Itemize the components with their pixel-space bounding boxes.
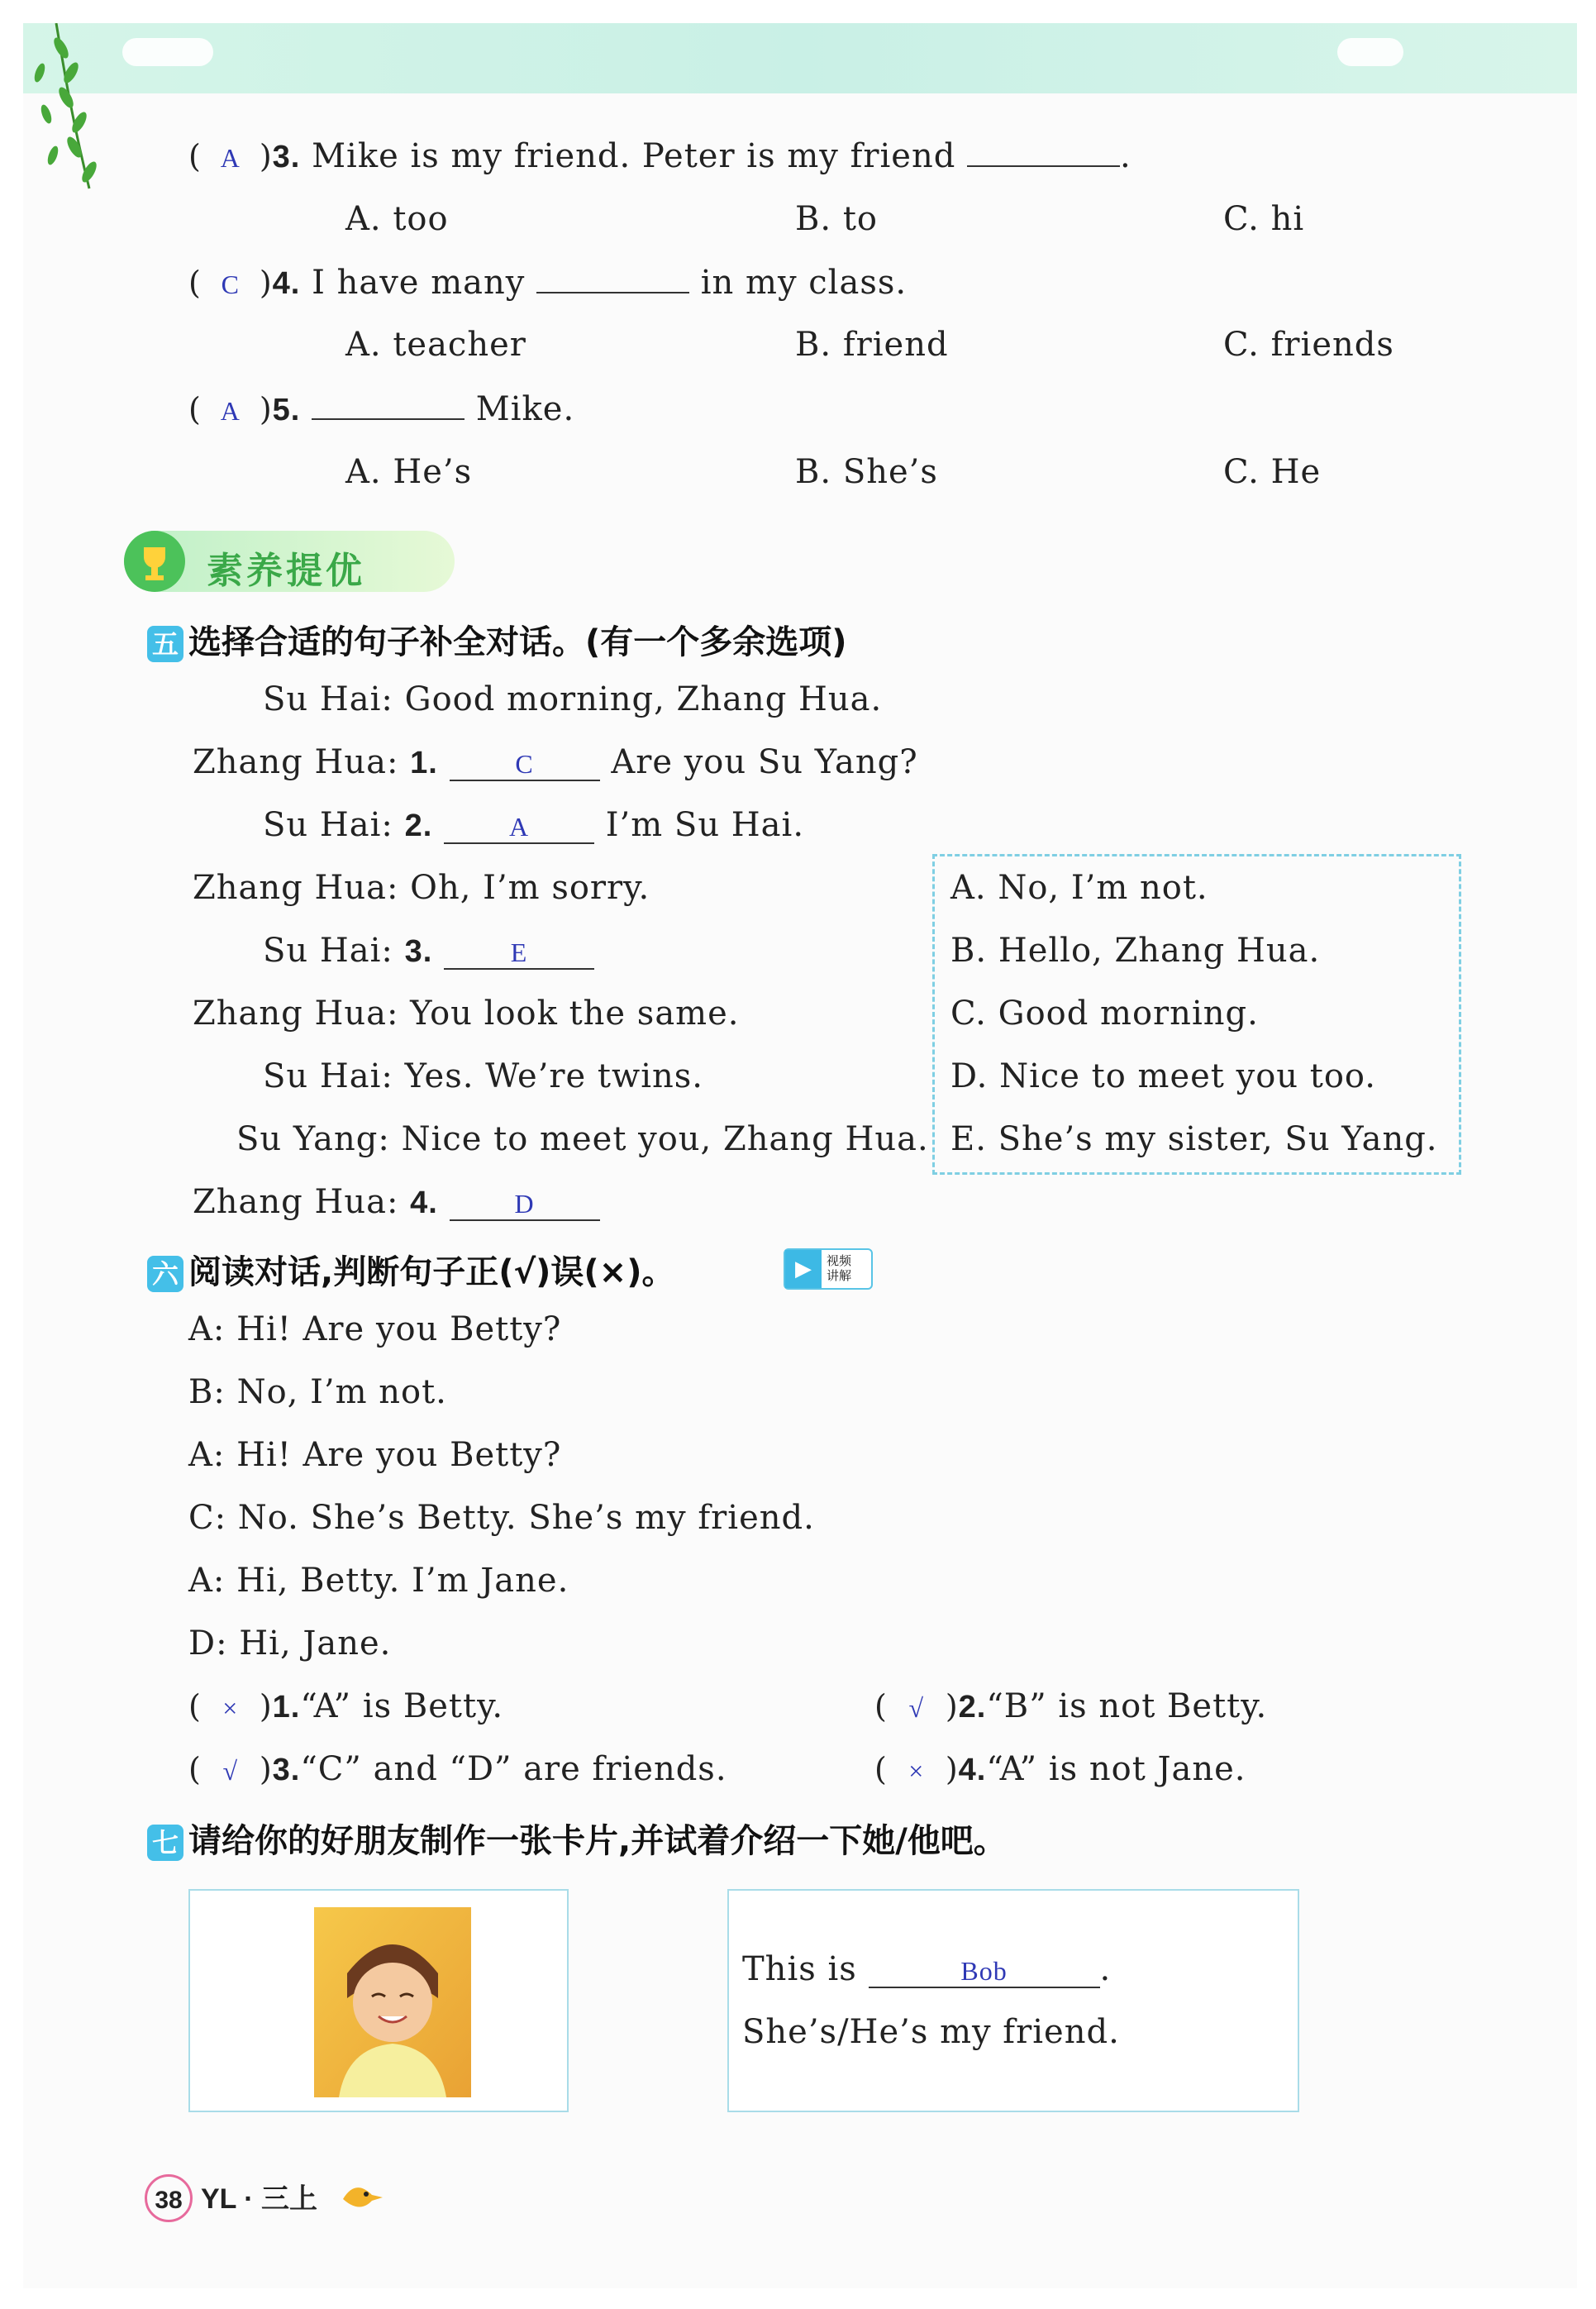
section-number-badge: 五 bbox=[147, 626, 183, 662]
question-5: ( A )5. Mike. bbox=[188, 390, 575, 428]
option-c: C. He bbox=[1223, 453, 1322, 491]
answer-mark: A bbox=[220, 396, 241, 426]
judgement-2: ( √ )2.“B” is not Betty. bbox=[874, 1687, 1268, 1725]
section-7-heading: 七 请给你的好朋友制作一张卡片,并试着介绍一下她/他吧。 bbox=[147, 1815, 1007, 1862]
option-a: A. teacher bbox=[345, 326, 526, 364]
dialogue-line: A: Hi! Are you Betty? bbox=[188, 1310, 562, 1348]
section-number-badge: 七 bbox=[147, 1825, 183, 1861]
dialogue-line: B: No, I’m not. bbox=[188, 1373, 447, 1411]
series-label: YL · 三上 bbox=[201, 2183, 318, 2215]
dialogue-line: Su Hai: 3. E bbox=[263, 932, 594, 970]
page-footer bbox=[145, 2174, 317, 2222]
answer-mark: A bbox=[220, 143, 241, 173]
dialogue-line: Zhang Hua: You look the same. bbox=[193, 995, 740, 1033]
option-b: B. friend bbox=[795, 326, 949, 364]
answer-blank[interactable]: D bbox=[450, 1189, 600, 1221]
answer-blank[interactable]: E bbox=[444, 937, 594, 970]
dialogue-line: Zhang Hua: 4. D bbox=[193, 1183, 600, 1221]
answer-mark: C bbox=[221, 270, 240, 299]
answer-blank[interactable] bbox=[536, 292, 689, 293]
child-portrait-image bbox=[314, 1907, 471, 2097]
judgement-4: ( × )4.“A” is not Jane. bbox=[874, 1750, 1246, 1788]
answer-blank[interactable]: A bbox=[444, 812, 594, 844]
judgement-3: ( √ )3.“C” and “D” are friends. bbox=[188, 1750, 727, 1788]
page-number: 38 bbox=[145, 2174, 193, 2222]
dialogue-line: A: Hi! Are you Betty? bbox=[188, 1436, 562, 1474]
answer-blank[interactable] bbox=[967, 165, 1120, 167]
introduction-card bbox=[727, 1889, 1299, 2112]
option-c: C. friends bbox=[1223, 326, 1394, 364]
dialogue-line: Su Yang: Nice to meet you, Zhang Hua. bbox=[236, 1120, 929, 1158]
answer-mark: × bbox=[908, 1756, 925, 1786]
answer-blank[interactable] bbox=[312, 418, 465, 420]
card-line-1: This is Bob . bbox=[742, 1950, 1112, 1988]
dialogue-line: Su Hai: Yes. We’re twins. bbox=[263, 1057, 704, 1095]
question-4: ( C )4. I have many in my class. bbox=[188, 264, 908, 302]
option-item: E. She’s my sister, Su Yang. bbox=[950, 1120, 1438, 1158]
option-item: B. Hello, Zhang Hua. bbox=[950, 932, 1321, 970]
photo-card bbox=[188, 1889, 569, 2112]
willow-branch-icon bbox=[23, 23, 155, 230]
option-item: A. No, I’m not. bbox=[950, 869, 1208, 907]
dialogue-line: C: No. She’s Betty. She’s my friend. bbox=[188, 1499, 815, 1537]
dialogue-line: Zhang Hua: 1. C Are you Su Yang? bbox=[193, 743, 918, 781]
judgement-1: ( × )1.“A” is Betty. bbox=[188, 1687, 504, 1725]
section-number-badge: 六 bbox=[147, 1256, 183, 1292]
option-b: B. to bbox=[795, 200, 878, 238]
name-blank[interactable]: Bob bbox=[869, 1956, 1100, 1988]
bird-icon bbox=[335, 2174, 384, 2216]
dialogue-line: D: Hi, Jane. bbox=[188, 1624, 392, 1663]
play-icon: ▶ bbox=[785, 1250, 822, 1288]
option-a: A. He’s bbox=[345, 453, 473, 491]
section-5-heading: 五 选择合适的句子补全对话。(有一个多余选项) bbox=[147, 616, 847, 663]
question-3: ( A )3. Mike is my friend. Peter is my friend . bbox=[188, 137, 1131, 175]
option-a: A. too bbox=[345, 200, 449, 238]
section-6-heading: 六 阅读对话,判断句子正(√)误(×)。 bbox=[147, 1246, 675, 1293]
card-line-2: She’s/He’s my friend. bbox=[742, 2013, 1120, 2051]
video-explanation-button[interactable]: ▶ 视频 讲解 bbox=[784, 1248, 873, 1290]
dialogue-line: Su Hai: Good morning, Zhang Hua. bbox=[263, 680, 883, 718]
option-b: B. She’s bbox=[795, 453, 938, 491]
trophy-icon bbox=[124, 531, 185, 592]
answer-mark: √ bbox=[222, 1756, 239, 1786]
banner-title: 素养提优 bbox=[207, 550, 365, 592]
answer-blank[interactable]: C bbox=[450, 749, 600, 781]
dialogue-line: A: Hi, Betty. I’m Jane. bbox=[188, 1562, 569, 1600]
dialogue-line: Su Hai: 2. A I’m Su Hai. bbox=[263, 806, 805, 844]
answer-mark: √ bbox=[908, 1693, 925, 1723]
cloud-decoration bbox=[1337, 38, 1403, 66]
section-banner bbox=[124, 531, 455, 592]
dialogue-line: Zhang Hua: Oh, I’m sorry. bbox=[193, 869, 650, 907]
answer-mark: × bbox=[222, 1693, 239, 1723]
option-c: C. hi bbox=[1223, 200, 1305, 238]
option-item: D. Nice to meet you too. bbox=[950, 1057, 1376, 1095]
option-item: C. Good morning. bbox=[950, 995, 1259, 1033]
